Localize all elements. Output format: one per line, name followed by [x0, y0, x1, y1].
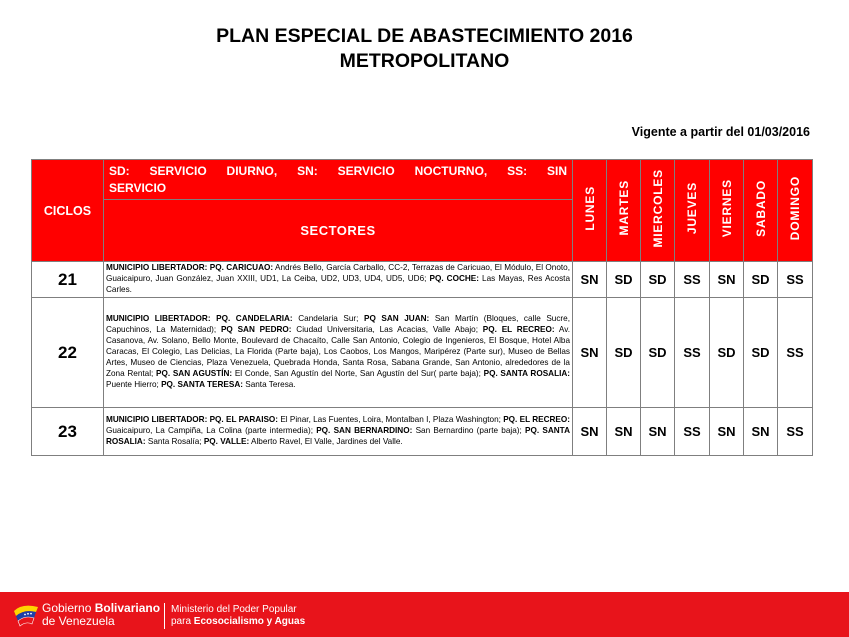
cycle-number: 23: [32, 408, 104, 456]
legend-header: [104, 160, 573, 200]
sector-parish-label: PQ. SAN AGUSTÍN:: [156, 368, 233, 378]
service-code-martes: SD: [607, 298, 641, 408]
service-code-martes: SN: [607, 408, 641, 456]
sector-parish-label: PQ. EL RECREO:: [503, 415, 570, 425]
service-code-jueves: SS: [675, 262, 710, 298]
sector-text: Puente Hierro;: [106, 379, 162, 389]
service-code-jueves: SS: [675, 408, 710, 456]
sector-text: Alberto Ravel, El Valle, Jardines del Valle.: [249, 436, 403, 446]
day-label: VIERNES: [719, 178, 734, 238]
sectors-list: [104, 408, 573, 456]
sector-text: San Bernardino (parte baja);: [412, 426, 526, 436]
sector-text: Andrés Bello, García Carballo, CC-2, Terrazas de Caricuao, El Módulo, El Onoto, Guaicaipuro, Juan González, Juan XXIII, UD1, La Ceiba, UD2, UD3, UD4, UD5, UD6;: [106, 263, 570, 284]
sector-parish-label: MUNICIPIO LIBERTADOR: PQ. CANDELARIA:: [106, 314, 293, 324]
day-label: MARTES: [616, 180, 631, 236]
sector-text: Guaicaipuro, La Campiña, La Colina (parte intermedia);: [106, 426, 317, 436]
ministry-line-1: Ministerio del Poder Popular: [171, 604, 297, 615]
service-code-viernes: SD: [710, 298, 744, 408]
sector-text: El Pinar, Las Fuentes, Loira, Montalban I, Plaza Washington;: [278, 415, 504, 425]
legend-line-2: SERVICIO: [109, 181, 167, 195]
venezuela-flag-logo-icon: [12, 601, 40, 629]
day-header-thursday: [675, 160, 710, 262]
sector-parish-label: PQ SAN PEDRO:: [220, 325, 292, 335]
sector-text: El Conde, San Agustín del Norte, San Agustín del Sur( parte baja);: [232, 368, 484, 378]
cycle-number: 22: [32, 298, 104, 408]
gov-line-2: de Venezuela: [42, 614, 115, 628]
day-label: SABADO: [753, 179, 768, 237]
ministry-prefix: para: [171, 616, 194, 627]
gov-bold: Bolivariano: [94, 601, 161, 615]
supply-schedule-table: [31, 159, 813, 456]
service-code-viernes: SN: [710, 408, 744, 456]
legend-line-1: SD: SERVICIO DIURNO, SN: SERVICIO NOCTURNO, SS: SIN: [109, 164, 567, 178]
day-header-friday: [710, 160, 744, 262]
validity-date: Vigente a partir del 01/03/2016: [631, 125, 810, 139]
cycle-number: 21: [32, 262, 104, 298]
sector-text: Candelaria Sur;: [292, 314, 364, 324]
service-code-martes: SD: [607, 262, 641, 298]
sector-parish-label: PQ. SANTA TERESA:: [161, 379, 243, 389]
sector-parish-label: PQ SAN JUAN:: [364, 314, 430, 324]
title-line-1: PLAN ESPECIAL DE ABASTECIMIENTO 2016: [216, 25, 633, 47]
day-header-wednesday: [641, 160, 675, 262]
sector-text: Ciudad Universitaria, Las Acacias, Valle Abajo;: [291, 325, 483, 335]
service-code-domingo: SS: [778, 262, 813, 298]
day-header-monday: [573, 160, 607, 262]
sector-text: Santa Rosalía;: [145, 436, 204, 446]
table-row: [32, 408, 813, 456]
sector-parish-label: PQ. COCHE:: [429, 274, 479, 284]
service-code-miercoles: SN: [641, 408, 675, 456]
service-code-lunes: SN: [573, 298, 607, 408]
service-code-sabado: SN: [744, 408, 778, 456]
ministry-text: [171, 604, 305, 628]
service-code-viernes: SN: [710, 262, 744, 298]
table-row: [32, 262, 813, 298]
sector-parish-label: PQ. SANTA ROSALIA:: [106, 426, 570, 446]
sector-parish-label: PQ. SAN BERNARDINO:: [316, 426, 413, 436]
sector-text: Las Mayas, Res Acosta Carles.: [106, 274, 570, 294]
ministry-bold: Ecosocialismo y Aguas: [193, 616, 306, 627]
sector-text: Av. Casanova, Av. Solano, Bello Monte, Boulevard de Chacaíto, Calle San Antonio, Colegio de Ingenieros, El Bosque, Hotel Alba Caracas, El Colegio, Las Delicias, La Florida (Parte baja), Los Caobos, Los Mangos, Maripérez (Parte sur), Museo de Bellas Artes, Museo de Ciencias, Plaza Venezuela, Quebrada Honda, Santa Rosa, Sabana Grande, San Antonio, alrededores de la Zona Rental;: [106, 325, 570, 378]
sectors-list: [104, 262, 573, 298]
service-code-jueves: SS: [675, 298, 710, 408]
table-body: [32, 262, 813, 456]
ciclos-header: CICLOS: [32, 160, 104, 262]
sector-parish-label: PQ. VALLE:: [203, 436, 250, 446]
day-header-tuesday: [607, 160, 641, 262]
day-label: JUEVES: [685, 181, 699, 235]
service-code-domingo: SS: [778, 298, 813, 408]
day-header-sunday: [778, 160, 813, 262]
service-code-lunes: SN: [573, 408, 607, 456]
table-row: [32, 298, 813, 408]
sectores-header: SECTORES: [104, 200, 573, 262]
gov-prefix: Gobierno: [42, 601, 95, 615]
document-title: [0, 24, 849, 74]
sector-text: San Martín (Bloques, calle Sucre, Capuchinos, La Maternidad);: [106, 314, 570, 335]
title-line-2: METROPOLITANO: [339, 50, 510, 72]
day-header-saturday: [744, 160, 778, 262]
sector-parish-label: MUNICIPIO LIBERTADOR: PQ. CARICUAO:: [106, 263, 274, 273]
sector-parish-label: MUNICIPIO LIBERTADOR: PQ. EL PARAISO:: [106, 415, 279, 425]
day-label: DOMINGO: [788, 175, 802, 241]
sector-parish-label: PQ. EL RECREO:: [482, 325, 555, 335]
service-code-sabado: SD: [744, 298, 778, 408]
sectors-list: [104, 298, 573, 408]
service-code-lunes: SN: [573, 262, 607, 298]
day-label: MIERCOLES: [650, 168, 665, 248]
service-code-domingo: SS: [778, 408, 813, 456]
service-code-miercoles: SD: [641, 298, 675, 408]
government-logo-text: [42, 602, 160, 628]
day-label: LUNES: [582, 185, 597, 231]
sector-parish-label: PQ. SANTA ROSALIA:: [483, 368, 570, 378]
service-code-sabado: SD: [744, 262, 778, 298]
sector-text: Santa Teresa.: [242, 379, 296, 389]
footer-divider: [164, 603, 165, 629]
service-code-miercoles: SD: [641, 262, 675, 298]
